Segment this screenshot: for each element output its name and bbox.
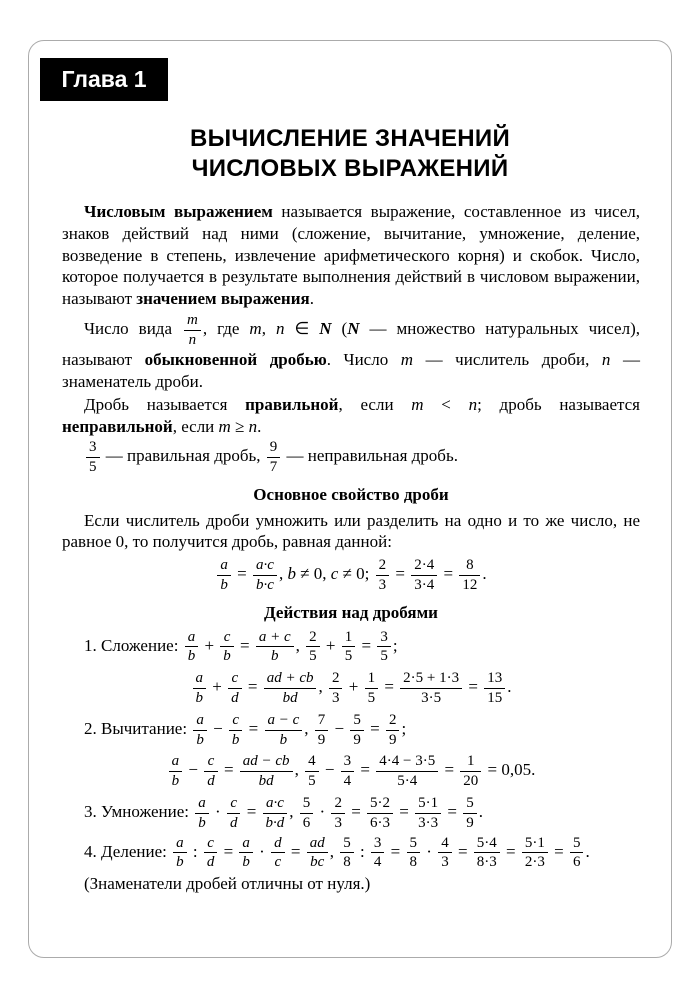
fraction-numerator: 1 [342, 629, 356, 648]
fraction-denominator: 6·3 [370, 814, 391, 831]
note-denominators-nonzero [62, 873, 640, 895]
fraction-denominator: 6 [572, 854, 581, 871]
fraction-denominator: 15 [487, 689, 503, 706]
fraction [263, 795, 288, 832]
text-run: = [346, 802, 366, 822]
operation-multiplication [62, 794, 640, 833]
text-run: . [257, 416, 262, 436]
fraction-numerator: a [193, 670, 207, 689]
italic-text: m [249, 318, 262, 338]
fraction [474, 835, 500, 872]
title-line-2: ЧИСЛОВЫХ ВЫРАЖЕНИЙ [191, 155, 509, 182]
fraction-numerator: 5·1 [415, 795, 441, 814]
fraction-numerator: c [204, 753, 218, 772]
bold-text: Числовым выражением [84, 202, 273, 221]
fraction-numerator: 2·4 [411, 557, 437, 576]
fraction-denominator: d [229, 814, 238, 831]
fraction [386, 712, 400, 749]
fraction [377, 629, 391, 666]
text-run: , где [202, 318, 250, 338]
text-run: − [320, 760, 339, 780]
text-run: ; [392, 635, 398, 655]
fraction-denominator: 2·3 [524, 854, 545, 871]
operation-subtraction-same-denominator [62, 711, 640, 750]
text-run: = [439, 564, 458, 584]
fraction-numerator: 2 [306, 629, 320, 648]
chapter-tab [40, 58, 168, 101]
italic-text: n [248, 416, 258, 436]
fraction-numerator: a − c [265, 712, 303, 731]
text-run: = [501, 841, 520, 861]
text-run: = [286, 841, 305, 861]
text-run: = [242, 802, 261, 822]
fraction-denominator: 8 [409, 854, 418, 871]
fraction-numerator: 5·1 [522, 835, 548, 854]
bold-text: неправильной [62, 416, 173, 436]
fraction [265, 712, 303, 749]
text-run: = [380, 677, 399, 697]
fraction-numerator: a + c [256, 629, 294, 648]
fraction [193, 670, 207, 707]
text-run: ; дробь называется [477, 394, 640, 414]
fraction-denominator: 9 [388, 731, 397, 748]
fraction-denominator: d [206, 854, 215, 871]
fraction [484, 670, 505, 707]
fraction-denominator: 9 [317, 731, 326, 748]
fraction-numerator: a [195, 795, 209, 814]
title-line-1: ВЫЧИСЛЕНИЕ ЗНАЧЕНИЙ [189, 125, 511, 152]
text-run: , [329, 841, 339, 861]
fraction-denominator: 9 [353, 731, 361, 748]
text-run: . [309, 289, 314, 308]
text-run: = [235, 635, 254, 655]
text-run: 3. Умножение: [84, 802, 194, 822]
fraction [460, 753, 481, 790]
fraction [570, 835, 584, 872]
fraction [340, 835, 354, 872]
fraction [264, 670, 317, 707]
fraction-denominator: 6 [302, 814, 311, 831]
fraction-denominator: b·d [265, 814, 285, 831]
operation-division [62, 834, 640, 873]
text-run: + [208, 677, 227, 697]
text-run: = [386, 841, 405, 861]
fraction-denominator: b [198, 814, 206, 831]
fraction [438, 835, 452, 872]
fraction-numerator: a·c [253, 557, 277, 576]
text-run: = [219, 841, 238, 861]
fraction-numerator: 5 [570, 835, 584, 854]
text-run: , [289, 802, 298, 822]
fraction [522, 835, 548, 872]
heading-main-property [62, 484, 640, 506]
fraction-denominator: b [187, 648, 196, 665]
fraction [411, 557, 437, 594]
fraction-denominator: 3·5 [421, 689, 442, 706]
fraction-numerator: m [184, 312, 201, 331]
fraction-denominator: bd [258, 773, 274, 790]
fraction [253, 557, 277, 594]
fraction-numerator: 4 [438, 835, 452, 854]
text-run: Если числитель дроби умножить или разделить на одно и то же число, не равное 0, то получится дробь, равная данной: [62, 510, 640, 552]
fraction-numerator: 1 [365, 670, 379, 689]
text-run: , [261, 318, 276, 338]
bold-text: обыкновенной дробью [144, 350, 327, 370]
fraction-numerator: 2 [329, 670, 343, 689]
text-run: ≥ [230, 416, 249, 436]
italic-text: n [468, 394, 478, 414]
fraction-numerator: ad − cb [240, 753, 293, 772]
fraction-numerator: 3 [371, 835, 385, 854]
fraction-denominator: 20 [463, 773, 479, 790]
paragraph-proper-improper [62, 394, 640, 438]
fraction-denominator: b [176, 854, 184, 871]
text-run: = [243, 677, 262, 697]
fraction [239, 835, 253, 872]
text-run: , [278, 564, 288, 584]
text-run: + [344, 677, 363, 697]
text-run: : [355, 841, 369, 861]
text-run: , [318, 677, 327, 697]
fraction-numerator: 3 [377, 629, 391, 648]
fraction-numerator: a·c [263, 795, 288, 814]
fraction-denominator: c [274, 854, 282, 871]
fraction [240, 753, 293, 790]
chapter-tab-label: Глава 1 [61, 66, 147, 92]
text-run: − [330, 718, 349, 738]
fraction-numerator: c [227, 795, 241, 814]
fraction-denominator: n [188, 331, 197, 348]
heading-operations [62, 602, 640, 624]
text-run: = 0,05. [483, 760, 536, 780]
fraction-numerator: a [239, 835, 253, 854]
fraction-denominator: 3 [378, 576, 387, 593]
fraction [341, 753, 355, 790]
fraction-numerator: 2 [386, 712, 400, 731]
fraction-numerator: ad + cb [264, 670, 317, 689]
fraction-numerator: c [228, 670, 242, 689]
bold-text: N [319, 318, 332, 338]
fraction [195, 795, 209, 832]
text-run: . [482, 564, 487, 584]
fraction [307, 835, 328, 872]
fraction [217, 557, 231, 594]
text-run: , [295, 635, 305, 655]
fraction-numerator: 5 [340, 835, 354, 854]
text-run: < [423, 394, 469, 414]
fraction [376, 753, 438, 790]
fraction-numerator: a [173, 835, 187, 854]
fraction [229, 712, 243, 749]
fraction-denominator: b [223, 648, 231, 665]
text-run: : [188, 841, 202, 861]
text-run: . [478, 802, 483, 822]
fraction-denominator: 4 [373, 854, 382, 871]
fraction-denominator: 5 [380, 648, 388, 665]
text-run: = [391, 564, 410, 584]
fraction [204, 753, 218, 790]
fraction [169, 753, 183, 790]
fraction-numerator: a [217, 557, 231, 576]
fraction [459, 557, 480, 594]
italic-text: m [400, 350, 414, 370]
text-run: 4. Деление: [84, 841, 172, 861]
formula-main-property [62, 556, 640, 595]
text-run: — множество натуральных чисел), называют [62, 318, 641, 370]
text-run: ≠ 0, [295, 564, 331, 584]
fraction-denominator: 8·3 [476, 854, 497, 871]
fraction-denominator: b [196, 731, 204, 748]
text-run: = [443, 802, 462, 822]
fraction-denominator: 12 [462, 576, 478, 593]
fraction [204, 835, 218, 872]
example-proper-improper [62, 438, 640, 477]
fraction-denominator: bd [282, 689, 298, 706]
text-run: — знаменатель дроби. [62, 350, 640, 392]
operation-subtraction-different-denominators [62, 752, 640, 791]
fraction-numerator: 9 [267, 439, 281, 458]
fraction-numerator: 5 [463, 795, 477, 814]
text-run: ( [331, 318, 348, 338]
fraction-numerator: 8 [459, 557, 480, 576]
text-run: = [464, 677, 483, 697]
italic-text: m [218, 416, 231, 436]
text-run: ≠ 0; [338, 564, 374, 584]
fraction-denominator: 3·3 [418, 814, 439, 831]
fraction-denominator: 3 [334, 814, 342, 831]
fraction [227, 795, 241, 832]
fraction [306, 629, 320, 666]
text-run: , [294, 760, 304, 780]
fraction-denominator: b [231, 731, 240, 748]
fraction-numerator: c [204, 835, 218, 854]
fraction-denominator: b [242, 854, 250, 871]
fraction [315, 712, 329, 749]
text-run: , [304, 718, 313, 738]
text-run: Дробь называется [84, 394, 246, 414]
fraction [228, 670, 242, 707]
text-run: − [208, 718, 227, 738]
fraction-numerator: 5 [350, 712, 364, 731]
fraction-numerator: 1 [460, 753, 481, 772]
fraction-numerator: 2 [331, 795, 345, 814]
fraction-denominator: 3 [441, 854, 449, 871]
fraction [463, 795, 477, 832]
text-run: + [200, 635, 219, 655]
text-run: (Знаменатели дробей отличны от нуля.) [84, 874, 371, 894]
italic-text: m [411, 394, 424, 414]
text-run: · [254, 841, 270, 861]
text-run: − [184, 760, 203, 780]
fraction-numerator: 4·4 − 3·5 [376, 753, 438, 772]
fraction [305, 753, 319, 790]
fraction-numerator: a [169, 753, 183, 772]
text-run: + [321, 635, 340, 655]
fraction-denominator: 3·4 [414, 576, 435, 593]
fraction-denominator: 8 [343, 854, 351, 871]
italic-text: c [330, 564, 339, 584]
fraction [342, 629, 356, 666]
fraction-denominator: b [171, 773, 180, 790]
bold-text: значением выражения [136, 289, 310, 308]
fraction-numerator: 5 [407, 835, 421, 854]
fraction [256, 629, 294, 666]
fraction-denominator: b [271, 648, 279, 665]
text-run: . [507, 677, 512, 697]
fraction-numerator: 5·2 [367, 795, 393, 814]
fraction-denominator: 7 [269, 459, 278, 476]
fraction [173, 835, 187, 872]
text-run: , если [172, 416, 219, 436]
fraction-denominator: bc [310, 854, 325, 871]
fraction [86, 439, 100, 476]
italic-text: b [287, 564, 296, 584]
text-run: = [395, 802, 414, 822]
text-run: ; [401, 718, 407, 738]
fraction-denominator: 4 [343, 773, 352, 790]
text-run: — правильная дробь, [101, 446, 265, 466]
paragraph-common-fraction [62, 311, 640, 393]
fraction [193, 712, 207, 749]
fraction [329, 670, 343, 707]
fraction-denominator: 5 [309, 648, 317, 665]
fraction-denominator: 5 [367, 689, 376, 706]
page-title [0, 124, 700, 184]
text-run: = [453, 841, 472, 861]
text-run: — неправильная дробь. [282, 446, 458, 466]
text-run: = [549, 841, 568, 861]
fraction-denominator: b [195, 689, 204, 706]
fraction [184, 312, 201, 349]
fraction-numerator: ad [307, 835, 328, 854]
fraction-numerator: 7 [315, 712, 329, 731]
fraction [415, 795, 441, 832]
text-run: · [210, 802, 225, 822]
text-run: · [315, 802, 330, 822]
fraction-numerator: 5 [300, 795, 314, 814]
text-run: = [244, 718, 263, 738]
text-run: называется выражение, составленное из чисел, знаков действий над ними (сложение, вычитание, умножение, деление, возведение в степень, извлечение арифметического корня) и скобок. Число, которое получается в результате выполнения действий в числовом выражении, называют [62, 202, 640, 308]
fraction-numerator: 2·5 + 1·3 [400, 670, 462, 689]
fraction [300, 795, 314, 832]
fraction-denominator: b [220, 576, 228, 593]
operation-addition-different-denominators [62, 669, 640, 708]
text-run: = [357, 635, 376, 655]
fraction-denominator: 5·4 [397, 773, 418, 790]
fraction-denominator: d [231, 689, 239, 706]
fraction-denominator: 5 [308, 773, 316, 790]
fraction [376, 557, 390, 594]
fraction-numerator: 13 [484, 670, 505, 689]
italic-text: n [601, 350, 611, 370]
text-run: — числитель дроби, [413, 350, 602, 370]
bold-text: Действия над дробями [264, 602, 438, 622]
fraction [331, 795, 345, 832]
text-run: = [356, 760, 375, 780]
fraction-numerator: c [229, 712, 243, 731]
fraction-numerator: 3 [341, 753, 355, 772]
text-run: . Число [326, 350, 401, 370]
text-run: 2. Вычитание: [84, 718, 192, 738]
fraction-numerator: a [185, 629, 199, 648]
fraction-numerator: a [193, 712, 207, 731]
text-run: Число вида [84, 318, 182, 338]
text-run: = [232, 564, 252, 584]
text-run: = [440, 760, 459, 780]
content [62, 200, 640, 896]
text-run: · [422, 841, 437, 861]
fraction [371, 835, 385, 872]
fraction [271, 835, 285, 872]
fraction-numerator: 4 [305, 753, 319, 772]
text-run: . [585, 841, 590, 861]
text-run: , если [338, 394, 412, 414]
italic-text: n [275, 318, 285, 338]
fraction-denominator: b·c [256, 576, 274, 593]
fraction-denominator: b [279, 731, 288, 748]
paragraph-numeric-expression [62, 201, 640, 310]
fraction-numerator: 5·4 [474, 835, 500, 854]
fraction [185, 629, 199, 666]
fraction-denominator: d [207, 773, 215, 790]
fraction-denominator: 3 [331, 689, 340, 706]
text-run: 1. Сложение: [84, 635, 183, 655]
fraction-numerator: 2 [376, 557, 390, 576]
operation-addition-same-denominator [62, 628, 640, 667]
text-run: ∈ [284, 318, 320, 338]
fraction [220, 629, 234, 666]
fraction-numerator: 3 [86, 439, 100, 458]
bold-text: N [347, 318, 360, 338]
text-run: = [365, 718, 384, 738]
fraction-numerator: c [220, 629, 234, 648]
fraction-numerator: d [271, 835, 285, 854]
bold-text: правильной [245, 394, 339, 414]
paragraph-main-property [62, 510, 640, 554]
bold-text: Основное свойство дроби [253, 484, 449, 504]
fraction-denominator: 5 [344, 648, 353, 665]
fraction [267, 439, 281, 476]
text-run: = [219, 760, 238, 780]
fraction [365, 670, 379, 707]
fraction-denominator: 9 [466, 814, 474, 831]
fraction [350, 712, 364, 749]
fraction-denominator: 5 [89, 459, 97, 476]
fraction [407, 835, 421, 872]
fraction [400, 670, 462, 707]
fraction [367, 795, 393, 832]
